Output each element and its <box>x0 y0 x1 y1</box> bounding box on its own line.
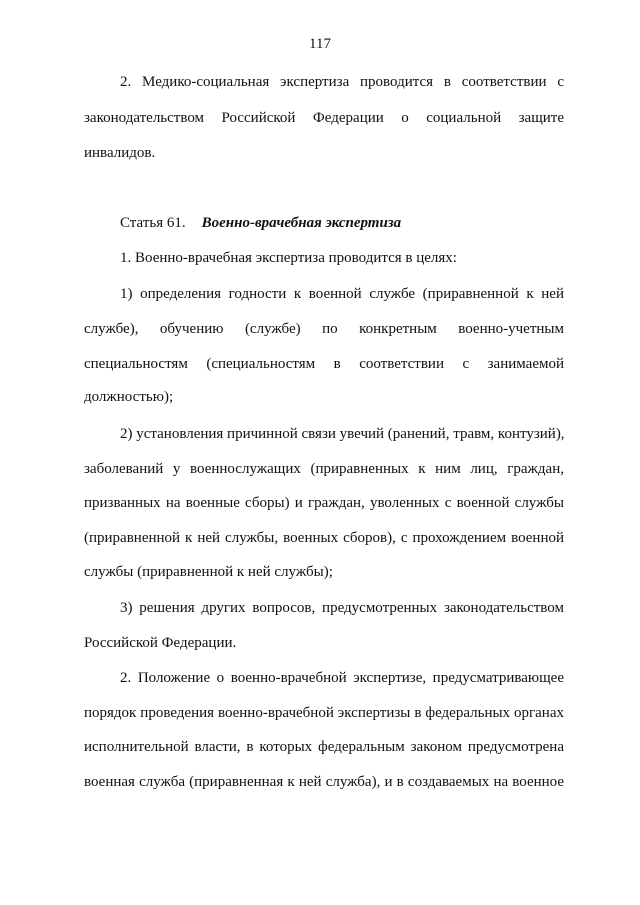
list-item-line: службы (приравненной к ней службы); <box>84 564 333 580</box>
list-item-line: (приравненной к ней службы, военных сборов), с прохождением военной <box>84 530 564 546</box>
article-title: Военно-врачебная экспертиза <box>201 215 402 231</box>
article-heading <box>120 213 564 233</box>
paragraph-line: 1. Военно-врачебная экспертиза проводится в целях: <box>120 250 457 266</box>
list-item-line: Российской Федерации. <box>84 635 237 651</box>
list-item-line: заболеваний у военнослужащих (приравненных к ним лиц, граждан, <box>84 461 564 477</box>
article-label: Статья 61. <box>120 215 186 231</box>
list-item-line: должностью); <box>84 389 174 405</box>
list-item-line: специальностям (специальностям в соответствии с занимаемой <box>84 356 564 372</box>
list-item-line: службе), обучению (службе) по конкретным военно-учетным <box>84 321 564 337</box>
paragraph-line: военная служба (приравненная к ней служба), и в создаваемых на военное <box>84 774 564 790</box>
paragraph-line: законодательством Российской Федерации о социальной защите <box>84 110 564 126</box>
paragraph-line: порядок проведения военно-врачебной экспертизы в федеральных органах <box>84 705 564 721</box>
paragraph-line: инвалидов. <box>84 145 156 161</box>
paragraph-line: 2. Медико-социальная экспертиза проводится в соответствии с <box>120 74 564 90</box>
list-item-line: 3) решения других вопросов, предусмотренных законодательством <box>120 600 564 616</box>
paragraph-line: исполнительной власти, в которых федеральным законом предусмотрена <box>84 739 564 755</box>
paragraph-line: 2. Положение о военно-врачебной экспертизе, предусматривающее <box>120 670 564 686</box>
page-number: 117 <box>309 36 331 52</box>
list-item-line: 1) определения годности к военной службе (приравненной к ней <box>120 286 564 302</box>
list-item-line: 2) установления причинной связи увечий (ранений, травм, контузий), <box>120 426 565 442</box>
list-item-line: призванных на военные сборы) и граждан, уволенных с военной службы <box>84 495 564 511</box>
